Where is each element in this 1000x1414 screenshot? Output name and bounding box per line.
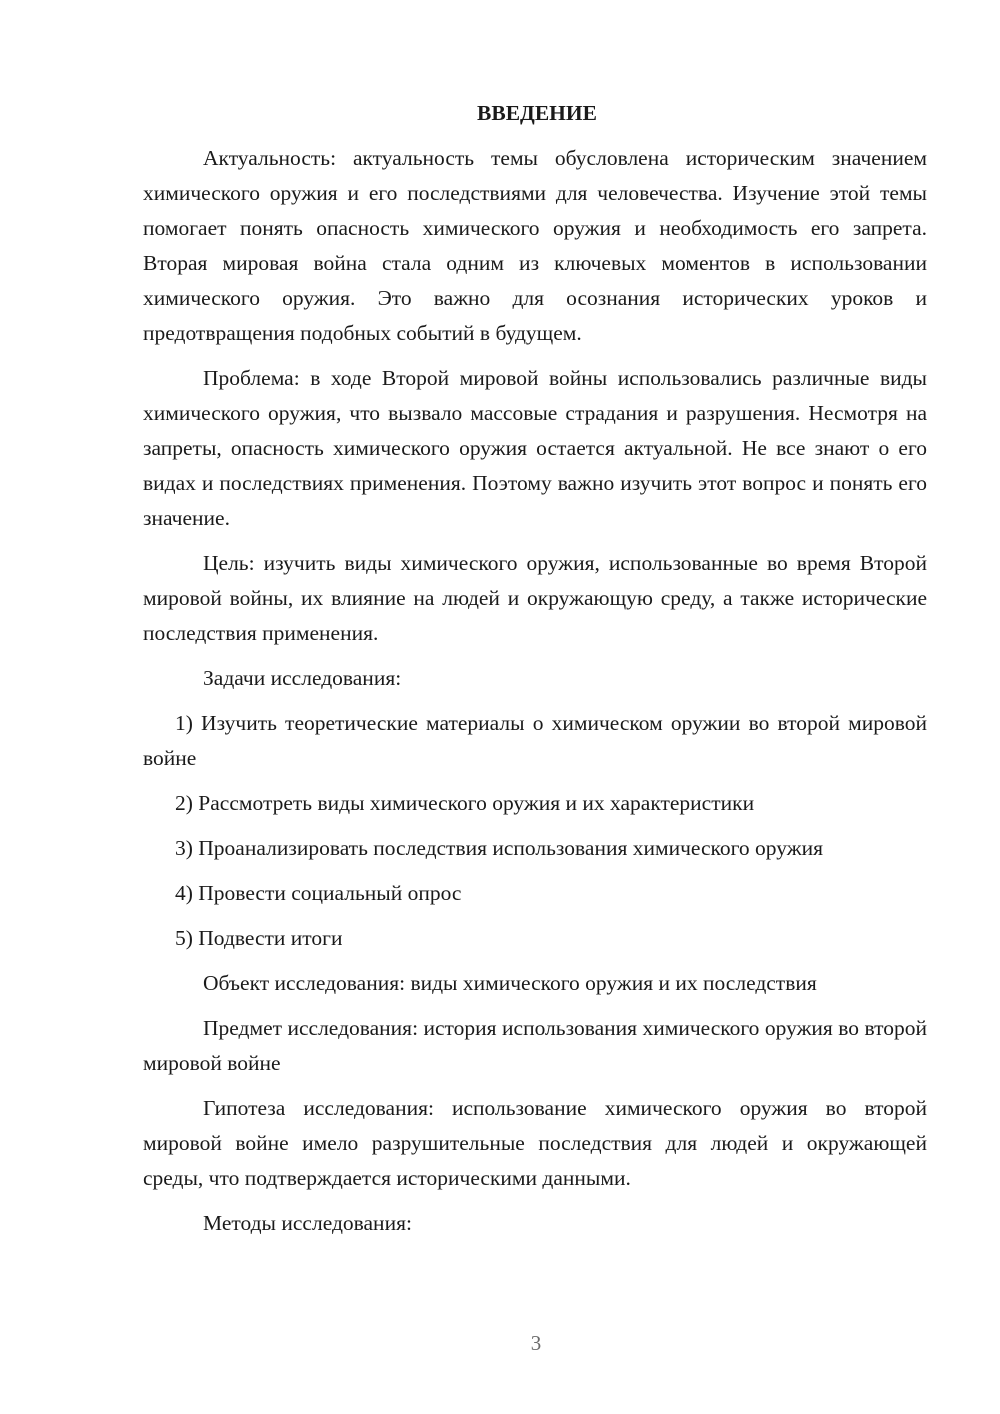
document-page	[143, 96, 927, 1251]
section-title: ВВЕДЕНИЕ	[477, 101, 597, 125]
task-item-4: 4) Провести социальный опрос	[175, 881, 462, 905]
task-item-2: 2) Рассмотреть виды химического оружия и их характеристики	[175, 791, 755, 815]
paragraph-hypothesis: Гипотеза исследования: использование химического оружия во второй мировой войне имело разрушительные последствия для людей и окружающей среды, что подтверждается историческими данными.	[143, 1096, 927, 1190]
paragraph-relevance: Актуальность: актуальность темы обусловлена историческим значением химического оружия и его последствиями для человечества. Изучение этой темы помогает понять опасность химического оружия и необходимость его запрета. Вторая мировая война стала одним из ключевых моментов в использовании химического оружия. Это важно для осознания исторических уроков и предотвращения подобных событий в будущем.	[143, 146, 927, 345]
task-item-5: 5) Подвести итоги	[175, 926, 343, 950]
paragraph-subject: Предмет исследования: история использования химического оружия во второй мировой войне	[143, 1016, 927, 1075]
paragraph-problem: Проблема: в ходе Второй мировой войны использовались различные виды химического оружия, что вызвало массовые страдания и разрушения. Несмотря на запреты, опасность химического оружия остается актуальной. Не все знают о его видах и последствиях применения. Поэтому важно изучить этот вопрос и понять его значение.	[143, 366, 927, 530]
page-number: 3	[530, 1331, 542, 1355]
tasks-heading: Задачи исследования:	[203, 666, 402, 690]
task-item-1: 1) Изучить теоретические материалы о химическом оружии во второй мировой войне	[143, 711, 927, 770]
paragraph-goal: Цель: изучить виды химического оружия, использованные во время Второй мировой войны, их влияние на людей и окружающую среду, а также исторические последствия применения.	[143, 551, 927, 645]
task-item-3: 3) Проанализировать последствия использования химического оружия	[175, 836, 823, 860]
methods-heading: Методы исследования:	[203, 1211, 412, 1235]
paragraph-object: Объект исследования: виды химического оружия и их последствия	[203, 971, 817, 995]
